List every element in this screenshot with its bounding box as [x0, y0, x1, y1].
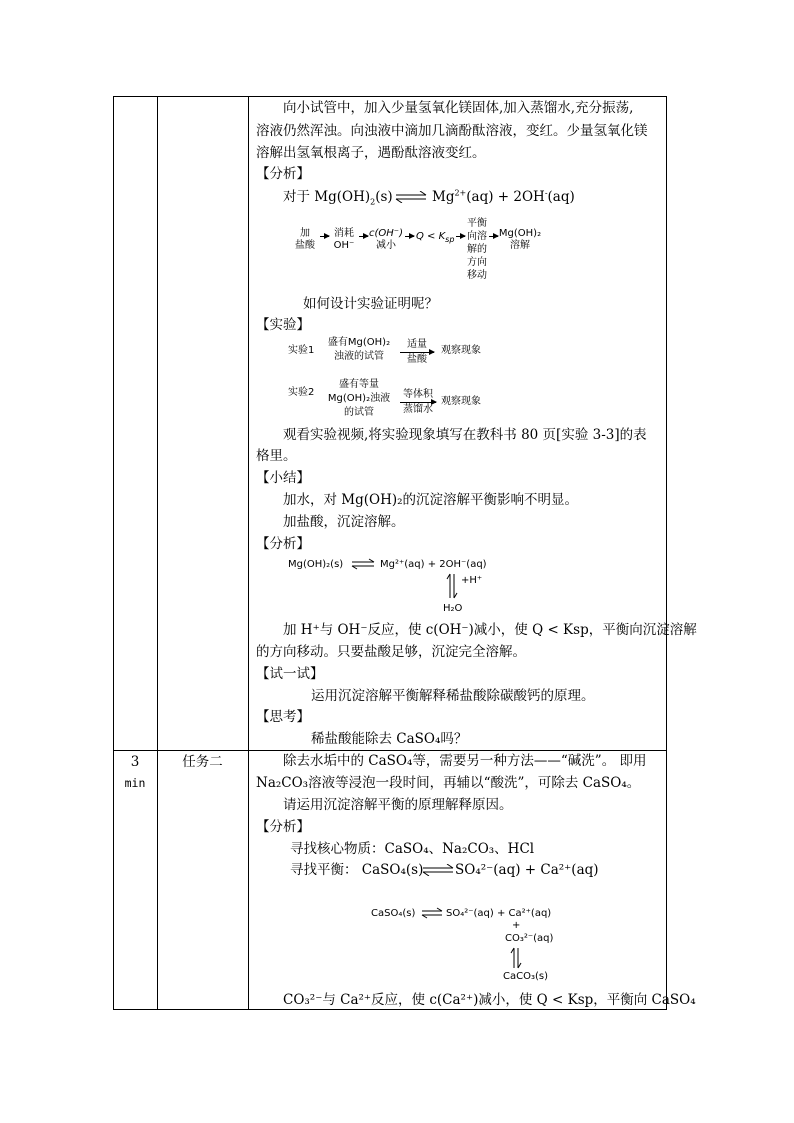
equilibrium-arrow-icon: [351, 558, 375, 570]
flow-step: 方向: [467, 257, 487, 268]
experiment-text: 盛有Mg(OH)₂: [327, 337, 391, 348]
equation-3-product: CaCO₃(s): [503, 971, 548, 982]
equation-3-plus: +: [512, 920, 521, 931]
paragraph-line: 请运用沉淀溶解平衡的原理解释原因。: [283, 797, 513, 813]
section-heading: 【实验】: [256, 317, 310, 333]
equation-1-right: $Mg^{2+}(aq) + 2OH^-(aq)$: [432, 188, 575, 205]
experiment-text: 盛有等量: [339, 379, 379, 390]
experiment-text: 观察现象: [441, 396, 481, 407]
paragraph-line: 的方向移动。只要盐酸足够，沉淀完全溶解。: [256, 644, 526, 660]
flow-step: 平衡: [467, 218, 487, 229]
flow-arrow-icon: [489, 236, 498, 237]
experiment-text: 适量: [407, 339, 427, 350]
flow-step: 盐酸: [295, 240, 315, 251]
flow-step: 向溶: [467, 231, 487, 242]
flow-arrow-icon: [400, 402, 436, 403]
flow-step: 移动: [467, 270, 487, 281]
equation-2-reagent: +H⁺: [461, 575, 483, 586]
section-heading: 【分析】: [256, 536, 310, 552]
section-heading: 【试一试】: [256, 666, 324, 682]
flow-step: 加: [300, 228, 310, 239]
core-substances: 寻找核心物质：CaSO₄、Na₂CO₃、HCl: [290, 841, 535, 857]
experiment-label: 实验1: [288, 345, 315, 356]
experiment-text: 浊液的试管: [334, 351, 384, 362]
find-equilibrium: 寻找平衡： CaSO₄(s): [290, 862, 424, 878]
section-heading: 【分析】: [256, 819, 310, 835]
paragraph-line: CO₃²⁻与 Ca²⁺反应，使 c(Ca²⁺)减小，使 Q < Ksp，平衡向 CaSO₄: [283, 992, 696, 1008]
paragraph-line: 加 H⁺与 OH⁻反应，使 c(OH⁻)减小，使 Q < Ksp，平衡向沉淀溶解: [283, 622, 697, 638]
task-cell: 任务二: [182, 754, 223, 770]
flow-step: 解的: [467, 244, 487, 255]
equation-1: 对于 $Mg(OH)_2(s)$: [283, 189, 393, 207]
experiment-text: 观察现象: [441, 345, 481, 356]
equation-3-left: CaSO₄(s): [371, 908, 416, 919]
paragraph-line: 除去水垢中的 CaSO₄等，需要另一种方法——“碱洗”。 即用: [283, 753, 647, 769]
flow-step: 溶解: [510, 240, 530, 251]
experiment-text: 等体积: [403, 389, 433, 400]
column-divider: [157, 97, 158, 1009]
section-heading: 【分析】: [256, 166, 310, 182]
paragraph-line: 格里。: [256, 448, 297, 464]
task-text: 运用沉淀溶解平衡解释稀盐酸除碳酸钙的原理。: [311, 688, 595, 704]
flow-arrow-icon: [405, 236, 414, 237]
flow-arrow-icon: [400, 352, 434, 353]
paragraph-line: 溶液仍然浑浊。向浊液中滴加几滴酚酞溶液，变红。少量氢氧化镁: [256, 123, 648, 139]
flow-arrow-icon: [359, 236, 368, 237]
paragraph-line: 溶解出氢氧根离子，遇酚酞溶液变红。: [256, 145, 486, 161]
flow-step: $Q < K_{sp}$: [416, 231, 455, 244]
flow-step: Mg(OH)₂: [498, 228, 542, 239]
summary-line: 加水，对 Mg(OH)₂的沉淀溶解平衡影响不明显。: [283, 492, 579, 508]
flow-step: OH⁻: [333, 240, 355, 251]
paragraph-line: 观看实验视频,将实验现象填写在教科书 80 页[实验 3-3]的表: [283, 427, 647, 443]
experiment-text: Mg(OH)₂浊液: [327, 393, 391, 404]
column-divider: [248, 97, 249, 1009]
equation-3-right: SO₄²⁻(aq) + Ca²⁺(aq): [446, 908, 552, 919]
experiment-label: 实验2: [288, 387, 315, 398]
flow-step: 减小: [376, 240, 396, 251]
flow-step: 消耗: [334, 228, 354, 239]
paragraph-line: 向小试管中，加入少量氢氧化镁固体,加入蒸馏水,充分振荡,: [283, 100, 634, 116]
summary-line: 加盐酸，沉淀溶解。: [283, 514, 405, 530]
equation-2-left: Mg(OH)₂(s): [288, 559, 344, 570]
flow-arrow-icon: [320, 236, 329, 237]
flow-arrow-icon: [456, 236, 465, 237]
equilibrium-arrow-icon: [510, 947, 522, 969]
equilibrium-arrow-icon: [421, 907, 443, 919]
experiment-text: 的试管: [344, 407, 374, 418]
equilibrium-arrow-icon: [394, 191, 428, 203]
flow-step: c(OH⁻): [369, 228, 403, 239]
time-cell-unit: min: [124, 776, 146, 790]
experiment-text: 蒸馏水: [403, 404, 433, 415]
question-text: 如何设计实验证明呢？: [303, 296, 438, 312]
section-heading: 【思考】: [256, 709, 310, 725]
find-equilibrium-right: SO₄²⁻(aq) + Ca²⁺(aq): [455, 862, 599, 878]
equation-2-right: Mg²⁺(aq) + 2OH⁻(aq): [380, 559, 487, 570]
equilibrium-arrow-icon: [422, 864, 454, 876]
equation-3-reagent: CO₃²⁻(aq): [505, 933, 554, 944]
paragraph-line: Na₂CO₃溶液等浸泡一段时间，再辅以“酸洗”，可除去 CaSO₄。: [256, 775, 641, 791]
time-cell-number: 3: [130, 754, 140, 770]
section-heading: 【小结】: [256, 470, 310, 486]
experiment-text: 盐酸: [407, 354, 427, 365]
task-text: 稀盐酸能除去 CaSO₄吗？: [311, 731, 468, 747]
equilibrium-arrow-icon: [446, 573, 458, 599]
equation-2-product: H₂O: [443, 603, 463, 614]
